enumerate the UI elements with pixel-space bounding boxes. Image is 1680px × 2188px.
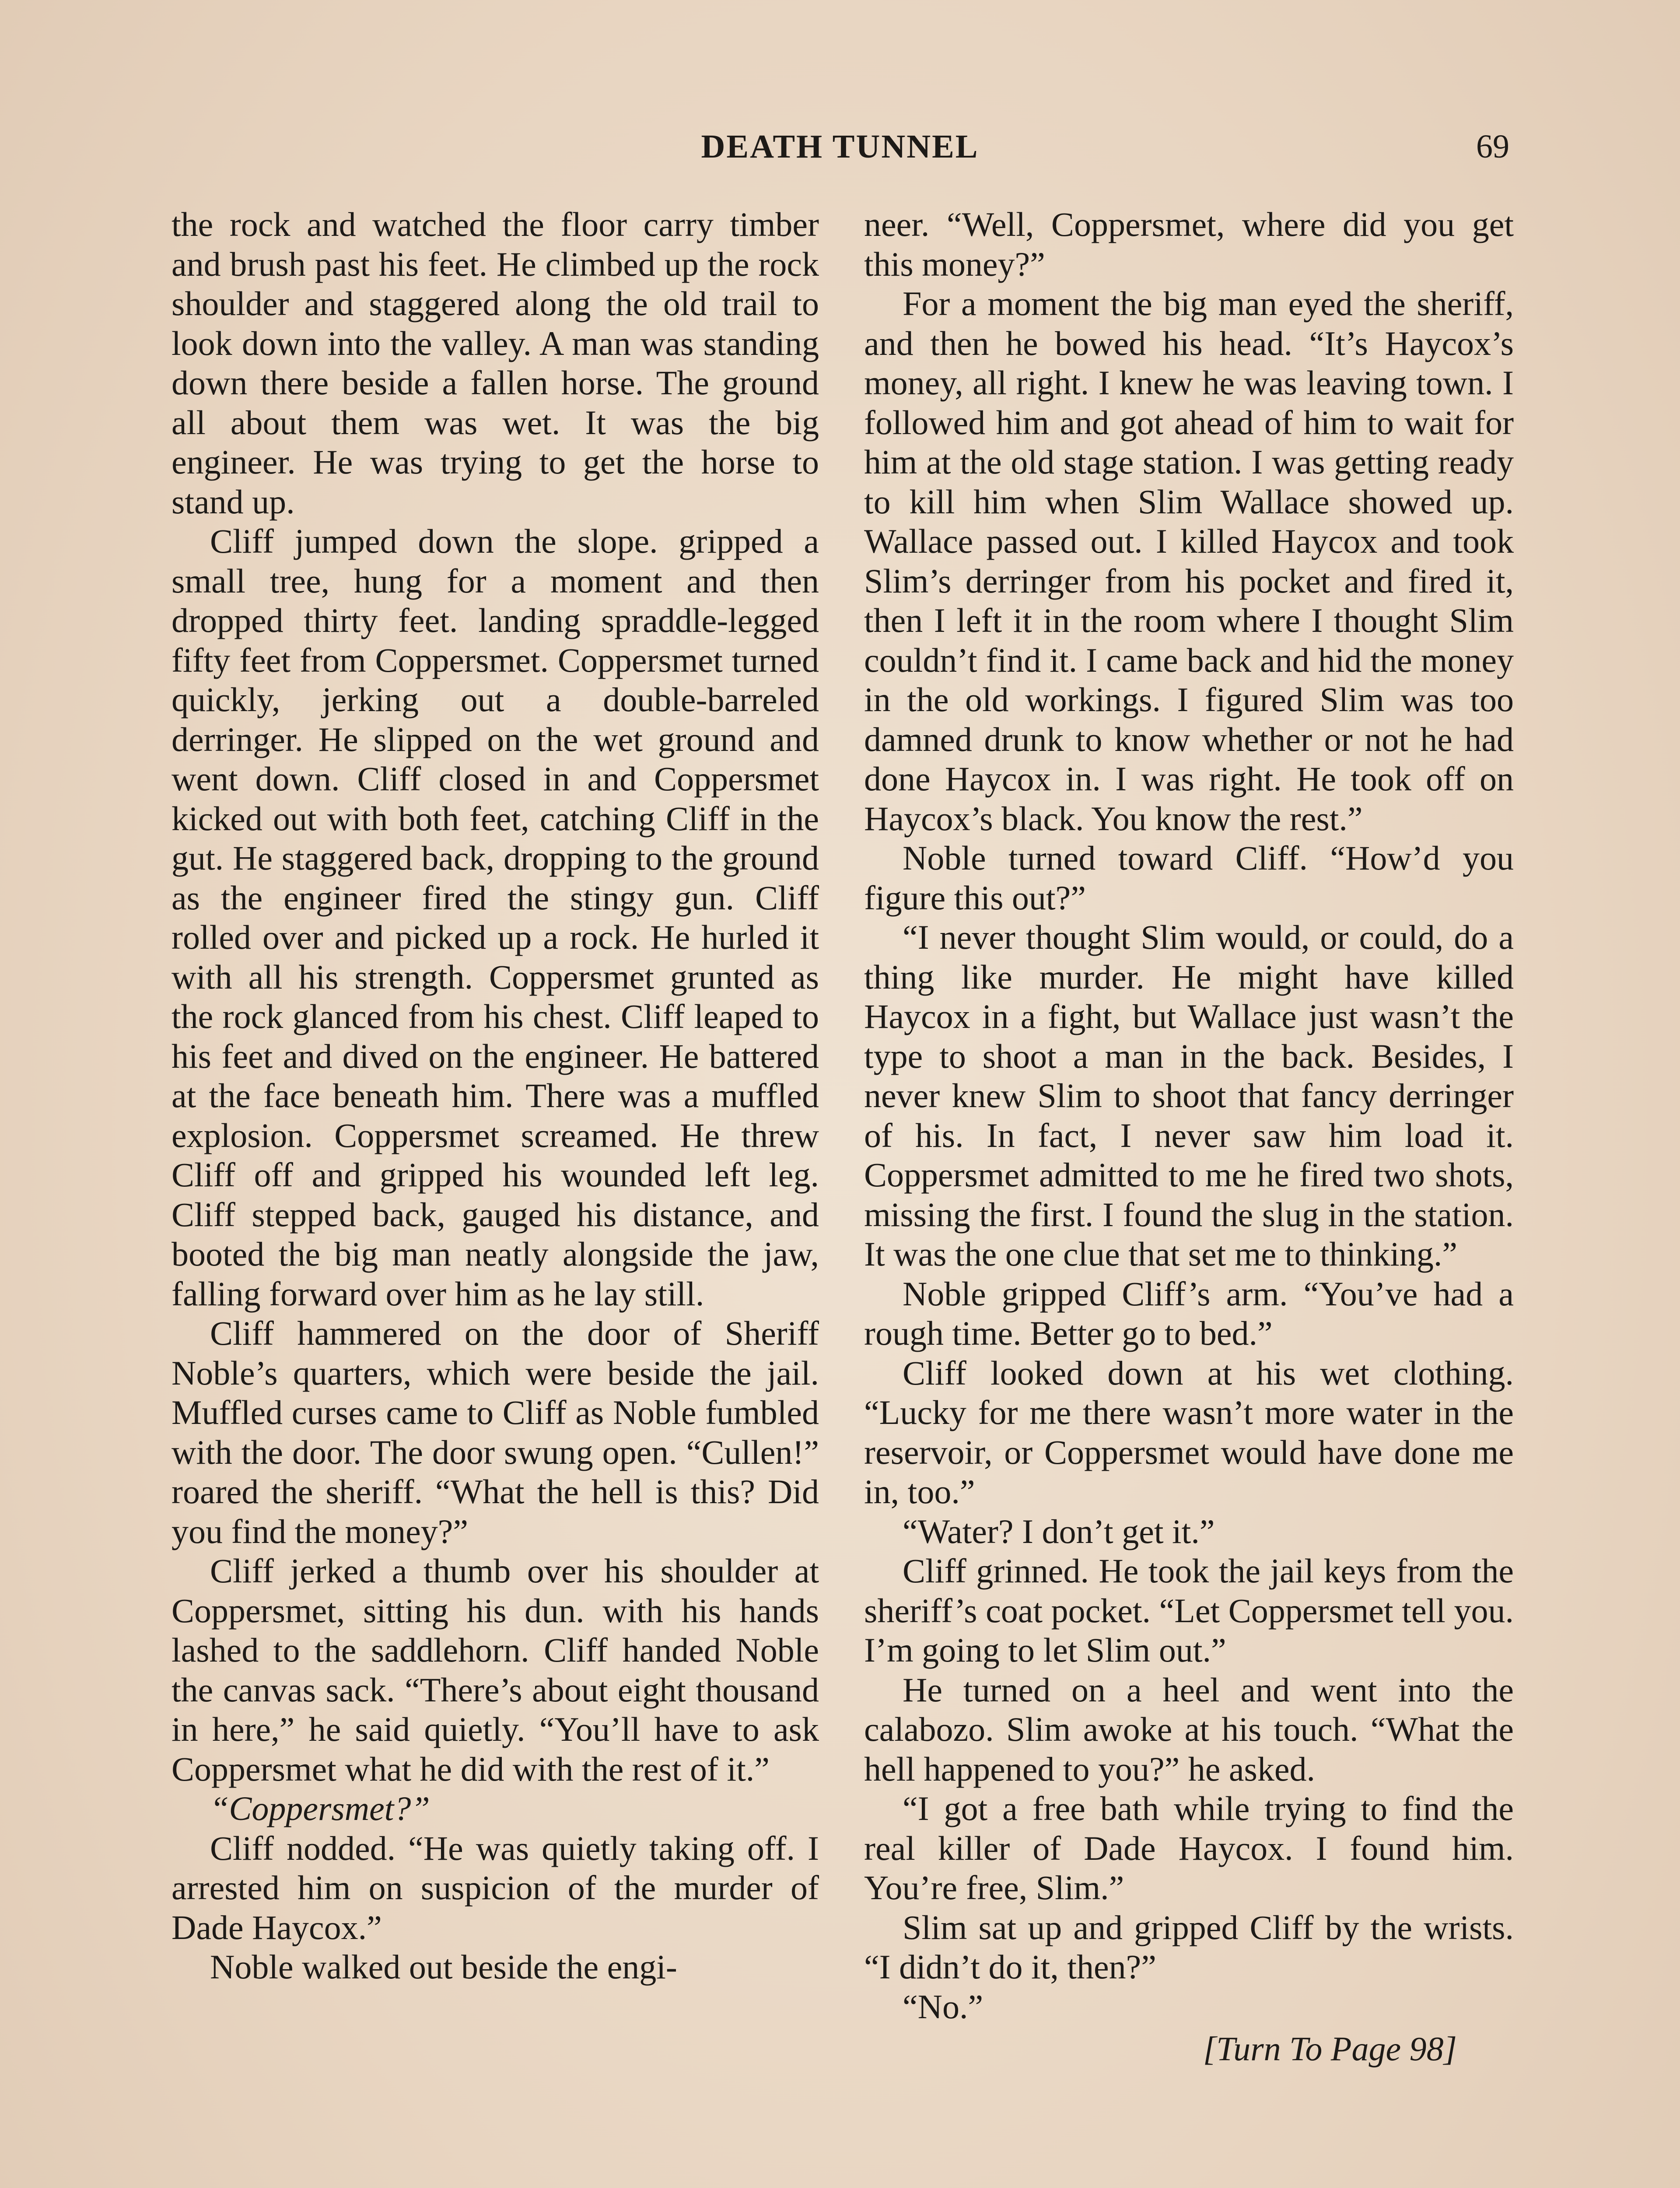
paragraph: Cliff nodded. “He was quietly taking off. I arrested him on suspicion of the murder of Dade Haycox.” bbox=[172, 1829, 819, 1946]
paragraph: Noble gripped Cliff’s arm. “You’ve had a rough time. Better go to bed.” bbox=[864, 1274, 1514, 1352]
paragraph: He turned on a heel and went into the calabozo. Slim awoke at his touch. “What the hell happened to you?” he asked. bbox=[864, 1670, 1514, 1788]
paragraph: “No.” bbox=[903, 1987, 984, 2026]
page-header bbox=[171, 128, 1509, 176]
continuation-note: [Turn To Page 98] bbox=[1203, 2030, 1457, 2068]
paragraph: For a moment the big man eyed the sheriff, and then he bowed his head. “It’s Haycox’s money, all right. I knew he was leaving town. I followed him and got ahead of him to wait for him at the old stage station. I was getting ready to kill him when Slim Wallace showed up. Wallace passed out. I killed Haycox and took Slim’s derringer from his pocket and fired it, then I left it in the room where I thought Slim couldn’t find it. I came back and hid the money in the old workings. I figured Slim was too damned drunk to know whether or not he had done Haycox in. I was right. He took off on Haycox’s black. You know the rest.” bbox=[864, 284, 1514, 838]
paragraph: “Water? I don’t get it.” bbox=[903, 1512, 1215, 1550]
paragraph: Cliff hammered on the door of Sheriff Noble’s quarters, which were beside the jail. Muffled curses came to Cliff as Noble fumbled with the door. The door swung open. “Cullen!” roared the sheriff. “What the hell is this? Did you find the money?” bbox=[172, 1314, 819, 1550]
paragraph: Noble turned toward Cliff. “How’d you figure this out?” bbox=[864, 839, 1514, 917]
paragraph: Slim sat up and gripped Cliff by the wrists. “I didn’t do it, then?” bbox=[864, 1908, 1514, 1986]
left-text-column bbox=[172, 205, 819, 1987]
paragraph: Noble walked out beside the engi- bbox=[210, 1948, 677, 1986]
story-title: DEATH TUNNEL bbox=[701, 128, 979, 165]
paragraph: Cliff jerked a thumb over his shoulder at Coppersmet, sitting his dun. with his hands lashed to the saddlehorn. Cliff handed Noble the canvas sack. “There’s about eight thousand in here,” he said quietly. “You’ll have to ask Coppersmet what he did with the rest of it.” bbox=[172, 1552, 819, 1788]
paragraph: Cliff grinned. He took the jail keys from the sheriff’s coat pocket. “Let Coppersmet tell you. I’m going to let Slim out.” bbox=[864, 1552, 1514, 1669]
paragraph: Cliff looked down at his wet clothing. “Lucky for me there wasn’t more water in the reservoir, or Coppersmet would have done me in, too.” bbox=[864, 1353, 1514, 1511]
paragraph: “Coppersmet?” bbox=[210, 1789, 430, 1827]
paragraph: the rock and watched the floor carry timber and brush past his feet. He climbed up the rock shoulder and staggered along the old trail to look down into the valley. A man was standing down there beside a fallen horse. The ground all about them was wet. It was the big engineer. He was trying to get the horse to stand up. bbox=[172, 205, 819, 521]
paragraph: “I got a free bath while trying to find the real killer of Dade Haycox. I found him. You’re free, Slim.” bbox=[864, 1789, 1514, 1907]
paragraph: “I never thought Slim would, or could, do a thing like murder. He might have killed Haycox in a fight, but Wallace just wasn’t the type to shoot a man in the back. Besides, I never knew Slim to shoot that fancy derringer of his. In fact, I never saw him load it. Coppersmet admitted to me he fired two shots, missing the first. I found the slug in the station. It was the one clue that set me to thinking.” bbox=[864, 918, 1514, 1273]
right-text-column bbox=[864, 205, 1514, 2069]
paragraph: neer. “Well, Coppersmet, where did you get this money?” bbox=[864, 205, 1514, 283]
page-number: 69 bbox=[1476, 128, 1509, 165]
paragraph: Cliff jumped down the slope. gripped a small tree, hung for a moment and then dropped thirty feet. landing spraddle-legged fifty feet from Coppersmet. Coppersmet turned quickly, jerking out a double-barreled derringer. He slipped on the wet ground and went down. Cliff closed in and Coppersmet kicked out with both feet, catching Cliff in the gut. He staggered back, dropping to the ground as the engineer fired the stingy gun. Cliff rolled over and picked up a rock. He hurled it with all his strength. Coppersmet grunted as the rock glanced from his chest. Cliff leaped to his feet and dived on the engineer. He battered at the face beneath him. There was a muffled explosion. Coppersmet screamed. He threw Cliff off and gripped his wounded left leg. Cliff stepped back, gauged his distance, and booted the big man neatly alongside the jaw, falling forward over him as he lay still. bbox=[172, 522, 819, 1313]
